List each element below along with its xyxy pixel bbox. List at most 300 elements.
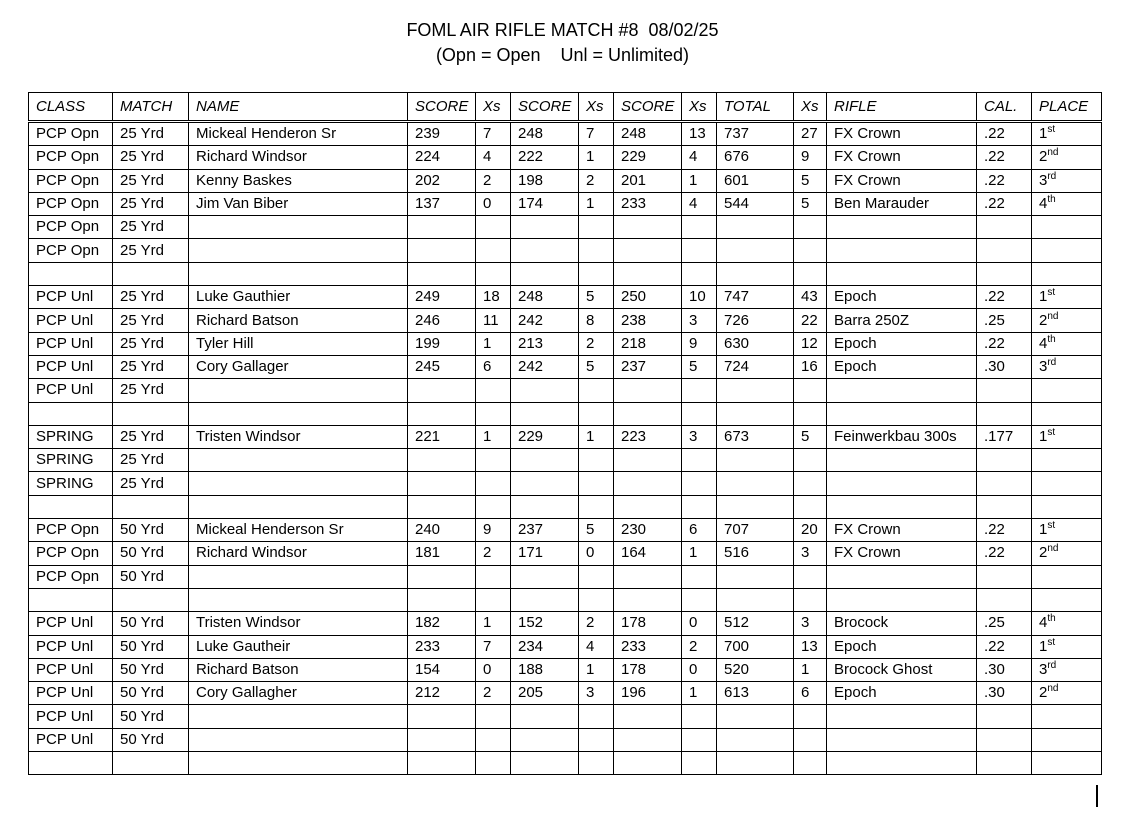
xs-2-cell xyxy=(579,239,614,262)
match-cell: 25 Yrd xyxy=(113,332,189,355)
total-cell: 520 xyxy=(717,658,794,681)
place-cell xyxy=(1032,355,1102,378)
score-1-cell: 221 xyxy=(408,425,476,448)
name-cell: Richard Windsor xyxy=(189,146,408,169)
caliber-cell: .22 xyxy=(977,122,1032,146)
xs-1-cell xyxy=(476,472,511,495)
table-row xyxy=(29,192,1102,215)
place-cell xyxy=(1032,449,1102,472)
xs-2-cell: 4 xyxy=(579,635,614,658)
place-cell xyxy=(1032,332,1102,355)
place-cell xyxy=(1032,682,1102,705)
xs-2-cell: 2 xyxy=(579,169,614,192)
match-cell: 25 Yrd xyxy=(113,239,189,262)
rifle-cell: Epoch xyxy=(827,682,977,705)
xs-total-cell: 22 xyxy=(794,309,827,332)
xs-2-cell: 7 xyxy=(579,122,614,146)
score-1-cell xyxy=(408,262,476,285)
class-cell: PCP Opn xyxy=(29,565,113,588)
score-3-cell xyxy=(614,752,682,775)
table-row xyxy=(29,309,1102,332)
place-cell xyxy=(1032,705,1102,728)
rifle-cell: FX Crown xyxy=(827,122,977,146)
class-cell: PCP Unl xyxy=(29,286,113,309)
place-number: 2 xyxy=(1039,148,1048,166)
score-1-cell: 212 xyxy=(408,682,476,705)
score-2-cell xyxy=(511,472,579,495)
place-cell xyxy=(1032,425,1102,448)
score-1-cell: 249 xyxy=(408,286,476,309)
xs-2-cell xyxy=(579,216,614,239)
caliber-cell xyxy=(977,402,1032,425)
column-header-total: TOTAL xyxy=(717,93,794,122)
score-2-cell xyxy=(511,402,579,425)
table-row xyxy=(29,146,1102,169)
score-1-cell: 246 xyxy=(408,309,476,332)
score-3-cell xyxy=(614,262,682,285)
score-1-cell xyxy=(408,379,476,402)
match-cell: 25 Yrd xyxy=(113,425,189,448)
score-3-cell: 178 xyxy=(614,612,682,635)
place-number: 3 xyxy=(1039,660,1048,678)
score-1-cell xyxy=(408,449,476,472)
place-cell xyxy=(1032,286,1102,309)
class-cell xyxy=(29,495,113,518)
total-cell xyxy=(717,752,794,775)
column-header-rifle: RIFLE xyxy=(827,93,977,122)
xs-1-cell xyxy=(476,402,511,425)
score-2-cell xyxy=(511,752,579,775)
name-cell xyxy=(189,472,408,495)
table-row xyxy=(29,495,1102,518)
class-cell: PCP Unl xyxy=(29,332,113,355)
caliber-cell: .30 xyxy=(977,355,1032,378)
score-1-cell xyxy=(408,495,476,518)
table-row xyxy=(29,588,1102,611)
name-cell xyxy=(189,565,408,588)
table-row xyxy=(29,658,1102,681)
rifle-cell: Epoch xyxy=(827,355,977,378)
xs-3-cell xyxy=(682,705,717,728)
class-cell xyxy=(29,402,113,425)
xs-3-cell: 3 xyxy=(682,425,717,448)
score-3-cell: 233 xyxy=(614,192,682,215)
score-1-cell: 137 xyxy=(408,192,476,215)
place-suffix: nd xyxy=(1047,310,1059,322)
xs-total-cell xyxy=(794,472,827,495)
match-cell xyxy=(113,752,189,775)
caliber-cell: .22 xyxy=(977,519,1032,542)
total-cell: 673 xyxy=(717,425,794,448)
place-cell xyxy=(1032,635,1102,658)
xs-3-cell xyxy=(682,239,717,262)
xs-2-cell xyxy=(579,379,614,402)
xs-3-cell xyxy=(682,752,717,775)
match-cell: 50 Yrd xyxy=(113,635,189,658)
total-cell: 676 xyxy=(717,146,794,169)
table-row xyxy=(29,379,1102,402)
place-number: 4 xyxy=(1039,334,1048,352)
column-header-class: CLASS xyxy=(29,93,113,122)
match-cell: 50 Yrd xyxy=(113,542,189,565)
table-row xyxy=(29,402,1102,425)
rifle-cell: FX Crown xyxy=(827,146,977,169)
xs-total-cell xyxy=(794,728,827,751)
place-number: 4 xyxy=(1039,195,1048,213)
rifle-cell xyxy=(827,402,977,425)
place-cell xyxy=(1032,519,1102,542)
score-3-cell xyxy=(614,239,682,262)
xs-total-cell: 5 xyxy=(794,425,827,448)
score-1-cell: 154 xyxy=(408,658,476,681)
score-1-cell: 239 xyxy=(408,122,476,146)
column-header-score-2: SCORE xyxy=(511,93,579,122)
class-cell: PCP Unl xyxy=(29,728,113,751)
score-2-cell: 242 xyxy=(511,309,579,332)
xs-2-cell: 0 xyxy=(579,542,614,565)
class-cell: PCP Opn xyxy=(29,542,113,565)
name-cell xyxy=(189,705,408,728)
xs-1-cell xyxy=(476,449,511,472)
place-number: 2 xyxy=(1039,544,1048,562)
score-2-cell: 234 xyxy=(511,635,579,658)
class-cell xyxy=(29,588,113,611)
score-2-cell: 213 xyxy=(511,332,579,355)
score-2-cell xyxy=(511,216,579,239)
xs-1-cell: 6 xyxy=(476,355,511,378)
name-cell xyxy=(189,379,408,402)
xs-total-cell: 43 xyxy=(794,286,827,309)
xs-3-cell: 1 xyxy=(682,169,717,192)
xs-3-cell xyxy=(682,379,717,402)
table-row xyxy=(29,682,1102,705)
xs-total-cell: 1 xyxy=(794,658,827,681)
match-cell: 50 Yrd xyxy=(113,728,189,751)
score-3-cell: 201 xyxy=(614,169,682,192)
name-cell xyxy=(189,402,408,425)
name-cell: Tyler Hill xyxy=(189,332,408,355)
table-row xyxy=(29,332,1102,355)
class-cell: PCP Opn xyxy=(29,169,113,192)
xs-1-cell: 11 xyxy=(476,309,511,332)
table-row xyxy=(29,752,1102,775)
class-cell: PCP Opn xyxy=(29,216,113,239)
xs-2-cell xyxy=(579,728,614,751)
score-2-cell xyxy=(511,588,579,611)
class-cell: PCP Opn xyxy=(29,519,113,542)
xs-3-cell: 5 xyxy=(682,355,717,378)
score-1-cell: 181 xyxy=(408,542,476,565)
table-body xyxy=(29,122,1102,775)
xs-3-cell xyxy=(682,472,717,495)
place-cell xyxy=(1032,262,1102,285)
score-3-cell: 196 xyxy=(614,682,682,705)
xs-3-cell xyxy=(682,216,717,239)
caliber-cell xyxy=(977,565,1032,588)
caliber-cell xyxy=(977,379,1032,402)
caliber-cell: .30 xyxy=(977,658,1032,681)
rifle-cell xyxy=(827,728,977,751)
score-3-cell xyxy=(614,728,682,751)
place-cell xyxy=(1032,588,1102,611)
rifle-cell: FX Crown xyxy=(827,542,977,565)
name-cell: Tristen Windsor xyxy=(189,425,408,448)
xs-1-cell: 0 xyxy=(476,658,511,681)
caliber-cell: .22 xyxy=(977,192,1032,215)
total-cell: 747 xyxy=(717,286,794,309)
score-3-cell: 250 xyxy=(614,286,682,309)
xs-1-cell xyxy=(476,728,511,751)
table-row xyxy=(29,542,1102,565)
score-2-cell xyxy=(511,728,579,751)
xs-3-cell: 9 xyxy=(682,332,717,355)
class-cell xyxy=(29,262,113,285)
class-cell: PCP Opn xyxy=(29,122,113,146)
place-cell xyxy=(1032,216,1102,239)
caliber-cell: .22 xyxy=(977,286,1032,309)
xs-total-cell: 27 xyxy=(794,122,827,146)
rifle-cell: Epoch xyxy=(827,635,977,658)
xs-2-cell: 1 xyxy=(579,425,614,448)
match-cell: 25 Yrd xyxy=(113,449,189,472)
xs-1-cell xyxy=(476,495,511,518)
place-suffix: nd xyxy=(1047,683,1059,695)
total-cell: 724 xyxy=(717,355,794,378)
name-cell xyxy=(189,588,408,611)
match-cell: 50 Yrd xyxy=(113,612,189,635)
xs-3-cell: 3 xyxy=(682,309,717,332)
match-cell xyxy=(113,588,189,611)
score-1-cell xyxy=(408,752,476,775)
name-cell: Cory Gallagher xyxy=(189,682,408,705)
table-row xyxy=(29,239,1102,262)
caliber-cell xyxy=(977,239,1032,262)
xs-total-cell xyxy=(794,449,827,472)
rifle-cell xyxy=(827,379,977,402)
caliber-cell: .22 xyxy=(977,169,1032,192)
score-3-cell: 233 xyxy=(614,635,682,658)
column-header-place: PLACE xyxy=(1032,93,1102,122)
place-cell xyxy=(1032,239,1102,262)
xs-3-cell xyxy=(682,728,717,751)
xs-total-cell xyxy=(794,705,827,728)
place-suffix: st xyxy=(1047,520,1056,532)
class-cell: PCP Unl xyxy=(29,355,113,378)
xs-2-cell xyxy=(579,705,614,728)
score-2-cell: 171 xyxy=(511,542,579,565)
score-1-cell xyxy=(408,472,476,495)
total-cell xyxy=(717,449,794,472)
class-cell: PCP Opn xyxy=(29,239,113,262)
table-row xyxy=(29,262,1102,285)
xs-total-cell: 3 xyxy=(794,542,827,565)
place-suffix: st xyxy=(1047,287,1056,299)
table-row xyxy=(29,425,1102,448)
xs-3-cell xyxy=(682,262,717,285)
score-2-cell xyxy=(511,495,579,518)
xs-2-cell: 1 xyxy=(579,192,614,215)
total-cell xyxy=(717,728,794,751)
xs-2-cell: 2 xyxy=(579,612,614,635)
place-suffix: nd xyxy=(1047,543,1059,555)
table-row xyxy=(29,565,1102,588)
xs-2-cell xyxy=(579,472,614,495)
xs-1-cell: 1 xyxy=(476,332,511,355)
score-2-cell xyxy=(511,379,579,402)
rifle-cell: FX Crown xyxy=(827,519,977,542)
column-header-score-3: SCORE xyxy=(614,93,682,122)
column-header-xs-1: Xs xyxy=(476,93,511,122)
header-row xyxy=(29,93,1102,122)
cursor-bar xyxy=(1096,785,1098,807)
total-cell xyxy=(717,379,794,402)
xs-3-cell: 1 xyxy=(682,682,717,705)
match-cell: 25 Yrd xyxy=(113,169,189,192)
name-cell: Cory Gallager xyxy=(189,355,408,378)
score-1-cell xyxy=(408,402,476,425)
xs-3-cell xyxy=(682,495,717,518)
xs-3-cell: 1 xyxy=(682,542,717,565)
score-1-cell: 224 xyxy=(408,146,476,169)
rifle-cell xyxy=(827,495,977,518)
name-cell xyxy=(189,262,408,285)
caliber-cell: .22 xyxy=(977,146,1032,169)
score-3-cell: 230 xyxy=(614,519,682,542)
xs-total-cell xyxy=(794,402,827,425)
score-3-cell xyxy=(614,495,682,518)
place-cell xyxy=(1032,122,1102,146)
match-cell: 50 Yrd xyxy=(113,658,189,681)
place-number: 2 xyxy=(1039,311,1048,329)
score-1-cell xyxy=(408,239,476,262)
caliber-cell xyxy=(977,588,1032,611)
rifle-cell: Epoch xyxy=(827,286,977,309)
score-3-cell xyxy=(614,379,682,402)
xs-1-cell: 18 xyxy=(476,286,511,309)
class-cell: PCP Unl xyxy=(29,635,113,658)
rifle-cell: Epoch xyxy=(827,332,977,355)
match-cell: 50 Yrd xyxy=(113,705,189,728)
xs-total-cell xyxy=(794,379,827,402)
xs-1-cell: 1 xyxy=(476,425,511,448)
xs-total-cell: 5 xyxy=(794,192,827,215)
total-cell xyxy=(717,495,794,518)
score-2-cell: 188 xyxy=(511,658,579,681)
xs-2-cell xyxy=(579,262,614,285)
caliber-cell: .22 xyxy=(977,635,1032,658)
place-cell xyxy=(1032,402,1102,425)
name-cell xyxy=(189,495,408,518)
xs-2-cell: 5 xyxy=(579,519,614,542)
caliber-cell: .30 xyxy=(977,682,1032,705)
name-cell xyxy=(189,752,408,775)
xs-total-cell xyxy=(794,588,827,611)
xs-1-cell xyxy=(476,262,511,285)
score-3-cell xyxy=(614,216,682,239)
place-suffix: rd xyxy=(1047,659,1057,671)
xs-3-cell: 0 xyxy=(682,658,717,681)
xs-2-cell xyxy=(579,449,614,472)
rifle-cell: Ben Marauder xyxy=(827,192,977,215)
match-cell: 50 Yrd xyxy=(113,565,189,588)
caliber-cell xyxy=(977,752,1032,775)
score-1-cell: 240 xyxy=(408,519,476,542)
xs-2-cell: 2 xyxy=(579,332,614,355)
class-cell: PCP Unl xyxy=(29,682,113,705)
xs-1-cell: 0 xyxy=(476,192,511,215)
score-2-cell: 174 xyxy=(511,192,579,215)
table-row xyxy=(29,612,1102,635)
xs-1-cell: 4 xyxy=(476,146,511,169)
title-line-1: FOML AIR RIFLE MATCH #8 08/02/25 xyxy=(406,20,719,40)
caliber-cell xyxy=(977,262,1032,285)
total-cell: 737 xyxy=(717,122,794,146)
place-suffix: th xyxy=(1047,333,1056,345)
name-cell: Luke Gautheir xyxy=(189,635,408,658)
rifle-cell xyxy=(827,472,977,495)
xs-2-cell xyxy=(579,588,614,611)
score-1-cell xyxy=(408,216,476,239)
match-cell: 25 Yrd xyxy=(113,379,189,402)
score-2-cell xyxy=(511,705,579,728)
rifle-cell: Brocock xyxy=(827,612,977,635)
total-cell: 707 xyxy=(717,519,794,542)
place-cell xyxy=(1032,379,1102,402)
xs-total-cell xyxy=(794,752,827,775)
xs-total-cell: 6 xyxy=(794,682,827,705)
xs-3-cell xyxy=(682,565,717,588)
place-number: 3 xyxy=(1039,358,1048,376)
xs-total-cell: 20 xyxy=(794,519,827,542)
rifle-cell xyxy=(827,752,977,775)
class-cell: SPRING xyxy=(29,425,113,448)
xs-1-cell: 7 xyxy=(476,635,511,658)
column-header-name: NAME xyxy=(189,93,408,122)
rifle-cell xyxy=(827,262,977,285)
match-cell: 25 Yrd xyxy=(113,146,189,169)
total-cell xyxy=(717,705,794,728)
xs-2-cell xyxy=(579,402,614,425)
xs-1-cell xyxy=(476,705,511,728)
table-row xyxy=(29,286,1102,309)
caliber-cell xyxy=(977,472,1032,495)
class-cell: SPRING xyxy=(29,472,113,495)
match-cell: 25 Yrd xyxy=(113,472,189,495)
rifle-cell xyxy=(827,565,977,588)
score-1-cell: 202 xyxy=(408,169,476,192)
place-cell xyxy=(1032,309,1102,332)
match-cell xyxy=(113,402,189,425)
xs-total-cell: 13 xyxy=(794,635,827,658)
caliber-cell: .25 xyxy=(977,612,1032,635)
match-cell: 25 Yrd xyxy=(113,355,189,378)
match-cell xyxy=(113,262,189,285)
score-1-cell: 199 xyxy=(408,332,476,355)
xs-1-cell: 2 xyxy=(476,169,511,192)
total-cell: 726 xyxy=(717,309,794,332)
table-row xyxy=(29,449,1102,472)
table-row xyxy=(29,216,1102,239)
column-header-xs-2: Xs xyxy=(579,93,614,122)
rifle-cell xyxy=(827,449,977,472)
name-cell: Tristen Windsor xyxy=(189,612,408,635)
column-header-xs-total: Xs xyxy=(794,93,827,122)
place-cell xyxy=(1032,495,1102,518)
place-cell xyxy=(1032,565,1102,588)
total-cell: 544 xyxy=(717,192,794,215)
score-3-cell: 223 xyxy=(614,425,682,448)
score-3-cell: 218 xyxy=(614,332,682,355)
